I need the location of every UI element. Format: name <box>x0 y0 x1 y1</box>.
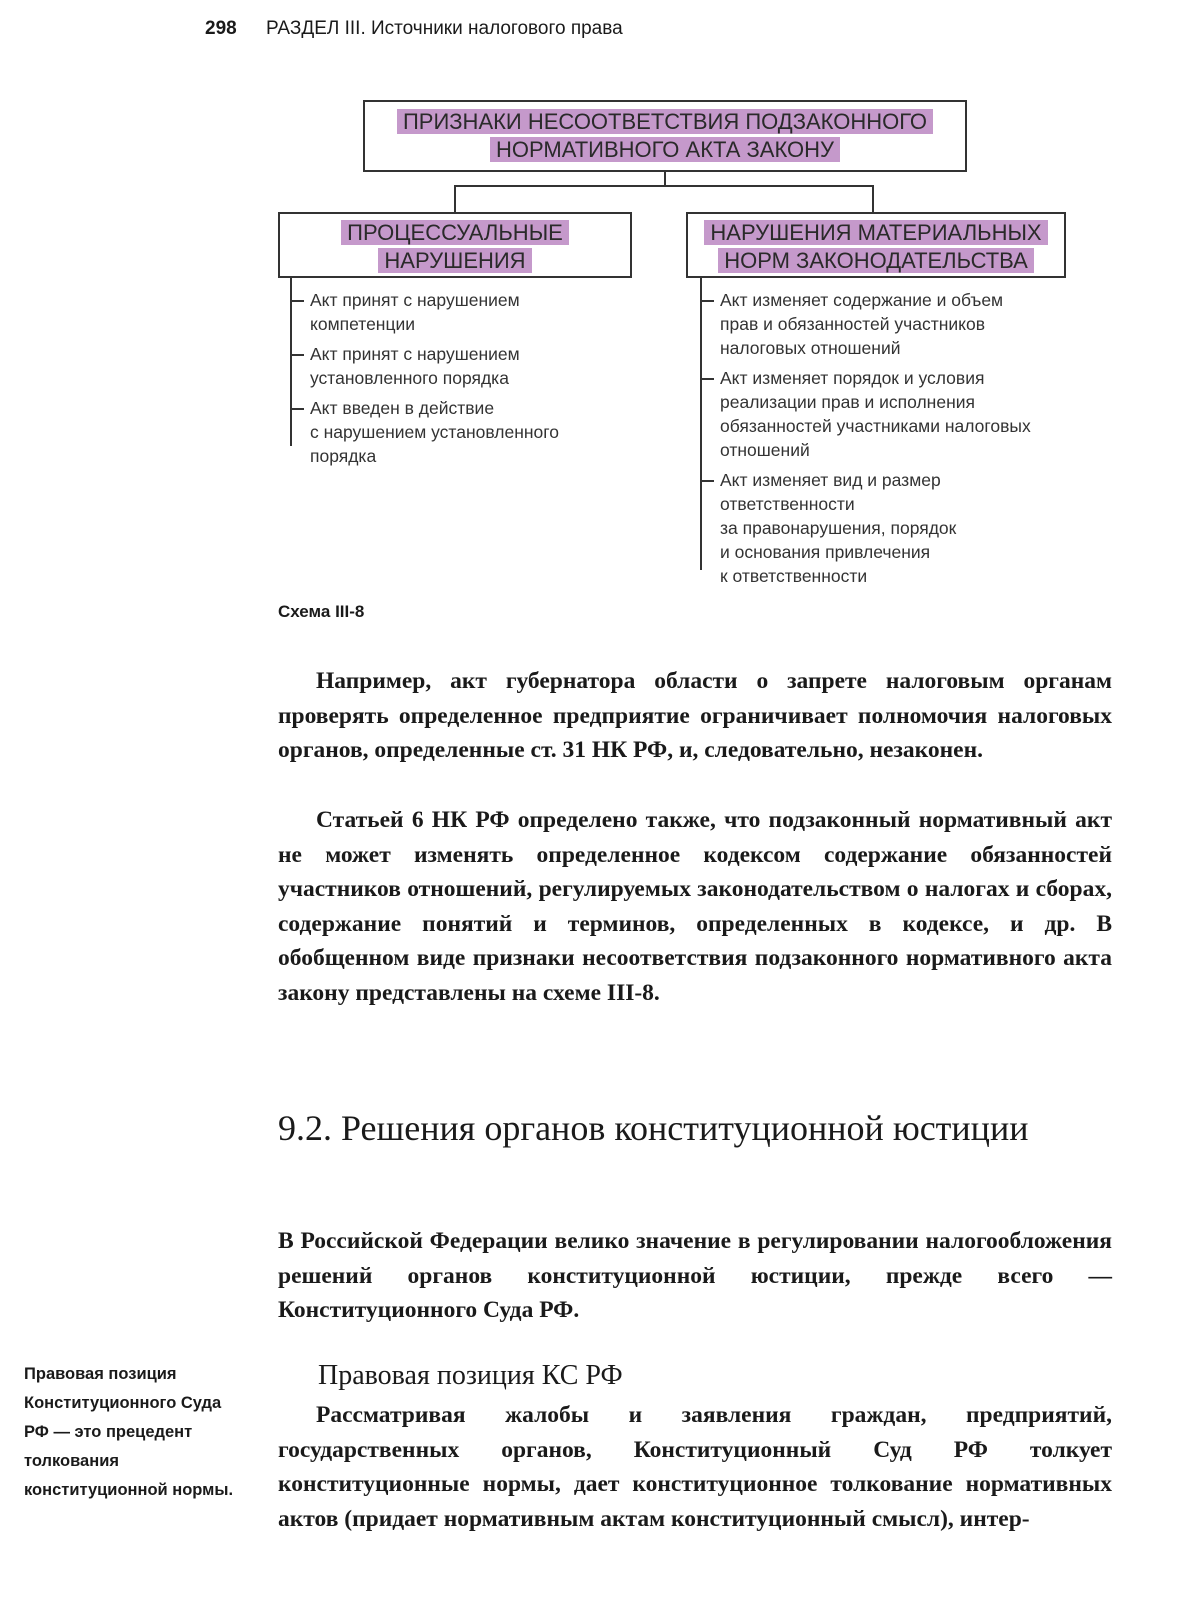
intro-paragraph: В Российской Федерации велико значение в регулировании налогообложения решений органов конституционной юстиции, прежде всего — Конституционного Суда РФ. <box>278 1228 1112 1323</box>
paragraph-2: Статьей 6 НК РФ определено также, что подзаконный нормативный акт не может изменять определенное кодексом содержание обязанностей участников отношений, регулируемых законодательством о налогах и сборах, содержание понятий и терминов, определенных в кодексе, и др. В обобщенном виде признаки несоответствия подзаконного нормативного акта закону представлены на схеме III-8. <box>278 807 1112 1006</box>
connector-left-vertical <box>454 185 456 213</box>
list-item: Акт изменяет порядок и условия реализации прав и исполнения обязанностей участниками налоговых отношений <box>700 366 1100 462</box>
top-box-line1: ПРИЗНАКИ НЕСООТВЕТСТВИЯ ПОДЗАКОННОГО <box>397 109 933 134</box>
paragraph-3: Рассматривая жалобы и заявления граждан, предприятий, государственных органов, Конституционный Суд РФ толкует конституционные нормы, дает конституционное толкование нормативных актов (придает нормативным актам конституционный смысл), интер- <box>278 1402 1112 1532</box>
left-box-line2: НАРУШЕНИЯ <box>378 248 531 273</box>
paragraph-1: Например, акт губернатора области о запрете налоговым органам проверять определенное предприятие ограничивает полномочия налоговых органов, определенные ст. 31 НК РФ, и, следовательно, незаконен. <box>278 668 1112 763</box>
right-box-line1: НАРУШЕНИЯ МАТЕРИАЛЬНЫХ <box>704 220 1047 245</box>
page-number: 298 <box>205 18 237 39</box>
list-item: Акт изменяет вид и размер ответственности за правонарушения, порядок и основания привлечения к ответственности <box>700 468 1100 588</box>
list-item: Акт введен в действие с нарушением установленного порядка <box>290 396 640 468</box>
section-heading: 9.2. Решения органов конституционной юстиции <box>278 1108 1029 1148</box>
right-box <box>686 212 1066 278</box>
right-list <box>700 288 1100 594</box>
margin-note: Правовая позиция Конституционного Суда РФ — это прецедент толкования конституционной нормы. <box>24 1365 234 1499</box>
top-box-line2: НОРМАТИВНОГО АКТА ЗАКОНУ <box>490 137 840 162</box>
left-box <box>278 212 632 278</box>
right-box-line2: НОРМ ЗАКОНОДАТЕЛЬСТВА <box>718 248 1034 273</box>
list-item: Акт принят с нарушением компетенции <box>290 288 640 336</box>
connector-top-vertical <box>664 172 666 186</box>
connector-horizontal <box>454 185 874 187</box>
diagram-caption: Схема III-8 <box>278 602 365 621</box>
list-item: Акт принят с нарушением установленного порядка <box>290 342 640 390</box>
top-box <box>363 100 967 172</box>
left-list <box>290 288 640 474</box>
subheading: Правовая позиция КС РФ <box>318 1360 623 1391</box>
section-title-header: РАЗДЕЛ III. Источники налогового права <box>265 18 623 39</box>
list-item: Акт изменяет содержание и объем прав и обязанностей участников налоговых отношений <box>700 288 1100 360</box>
running-header <box>205 18 623 40</box>
connector-right-vertical <box>872 185 874 213</box>
left-box-line1: ПРОЦЕССУАЛЬНЫЕ <box>341 220 569 245</box>
